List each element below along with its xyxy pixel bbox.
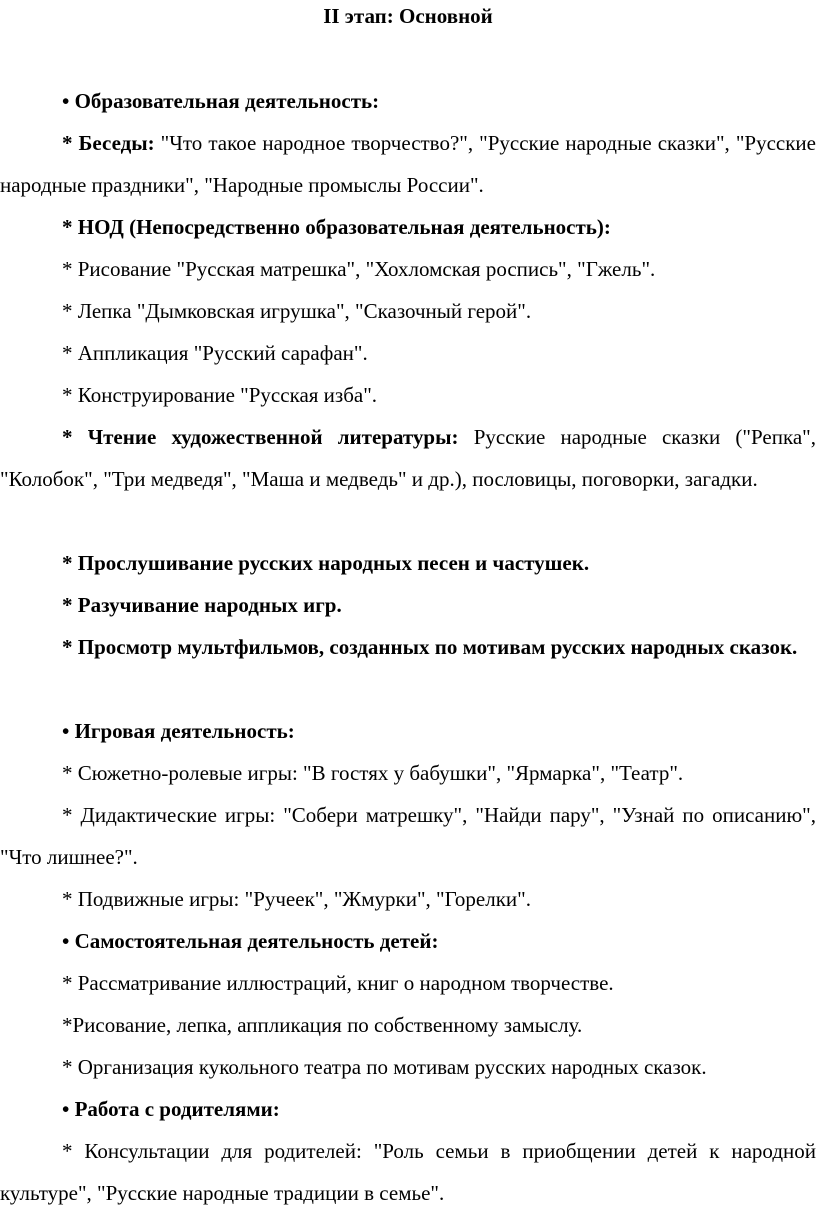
construction-item: * Конструирование "Русская изба". bbox=[62, 383, 378, 407]
puppet-theatre-item: * Организация кукольного театра по мотивам русских народных сказок. bbox=[62, 1055, 707, 1079]
reading-label: * Чтение художественной литературы: bbox=[62, 425, 459, 449]
talks-text: "Что такое народное творчество?", "Русские народные сказки", "Русские народные праздники", "Народные промыслы России". bbox=[0, 131, 816, 197]
active-games-item: * Подвижные игры: "Ручеек", "Жмурки", "Горелки". bbox=[62, 887, 531, 911]
section-heading-educational: • Образовательная деятельность: bbox=[62, 89, 380, 113]
modeling-item: * Лепка "Дымковская игрушка", "Сказочный герой". bbox=[62, 299, 532, 323]
games-learning-item: * Разучивание народных игр. bbox=[62, 593, 342, 617]
drawing-item: * Рисование "Русская матрешка", "Хохломская роспись", "Гжель". bbox=[62, 257, 656, 281]
page-title: II этап: Основной bbox=[323, 4, 493, 28]
nod-heading: * НОД (Непосредственно образовательная деятельность): bbox=[62, 215, 611, 239]
section-heading-independent: • Самостоятельная деятельность детей: bbox=[62, 929, 439, 953]
cartoons-item: * Просмотр мультфильмов, созданных по мотивам русских народных сказок. bbox=[62, 635, 798, 659]
role-games-item: * Сюжетно-ролевые игры: "В гостях у бабушки", "Ярмарка", "Театр". bbox=[62, 761, 684, 785]
applique-item: * Аппликация "Русский сарафан". bbox=[62, 341, 368, 365]
reading-text: Русские народные сказки ("Репка", "Колобок", "Три медведя", "Маша и медведь" и др.), пословицы, поговорки, загадки. bbox=[0, 425, 816, 491]
section-heading-play: • Игровая деятельность: bbox=[62, 719, 295, 743]
didactic-games-item: * Дидактические игры: "Собери матрешку", "Найди пару", "Узнай по описанию", "Что лишнее?". bbox=[0, 803, 816, 869]
talks-label: * Беседы: bbox=[62, 131, 155, 155]
reading-paragraph bbox=[0, 416, 816, 500]
creative-item: *Рисование, лепка, аппликация по собственному замыслу. bbox=[62, 1013, 583, 1037]
listening-item: * Прослушивание русских народных песен и частушек. bbox=[62, 551, 590, 575]
talks-paragraph bbox=[0, 122, 816, 206]
illustrations-item: * Рассматривание иллюстраций, книг о народном творчестве. bbox=[62, 971, 614, 995]
consultations-item: * Консультации для родителей: "Роль семьи в приобщении детей к народной культуре", "Русские народные традиции в семье". bbox=[0, 1139, 816, 1205]
section-heading-parents: • Работа с родителями: bbox=[62, 1097, 280, 1121]
